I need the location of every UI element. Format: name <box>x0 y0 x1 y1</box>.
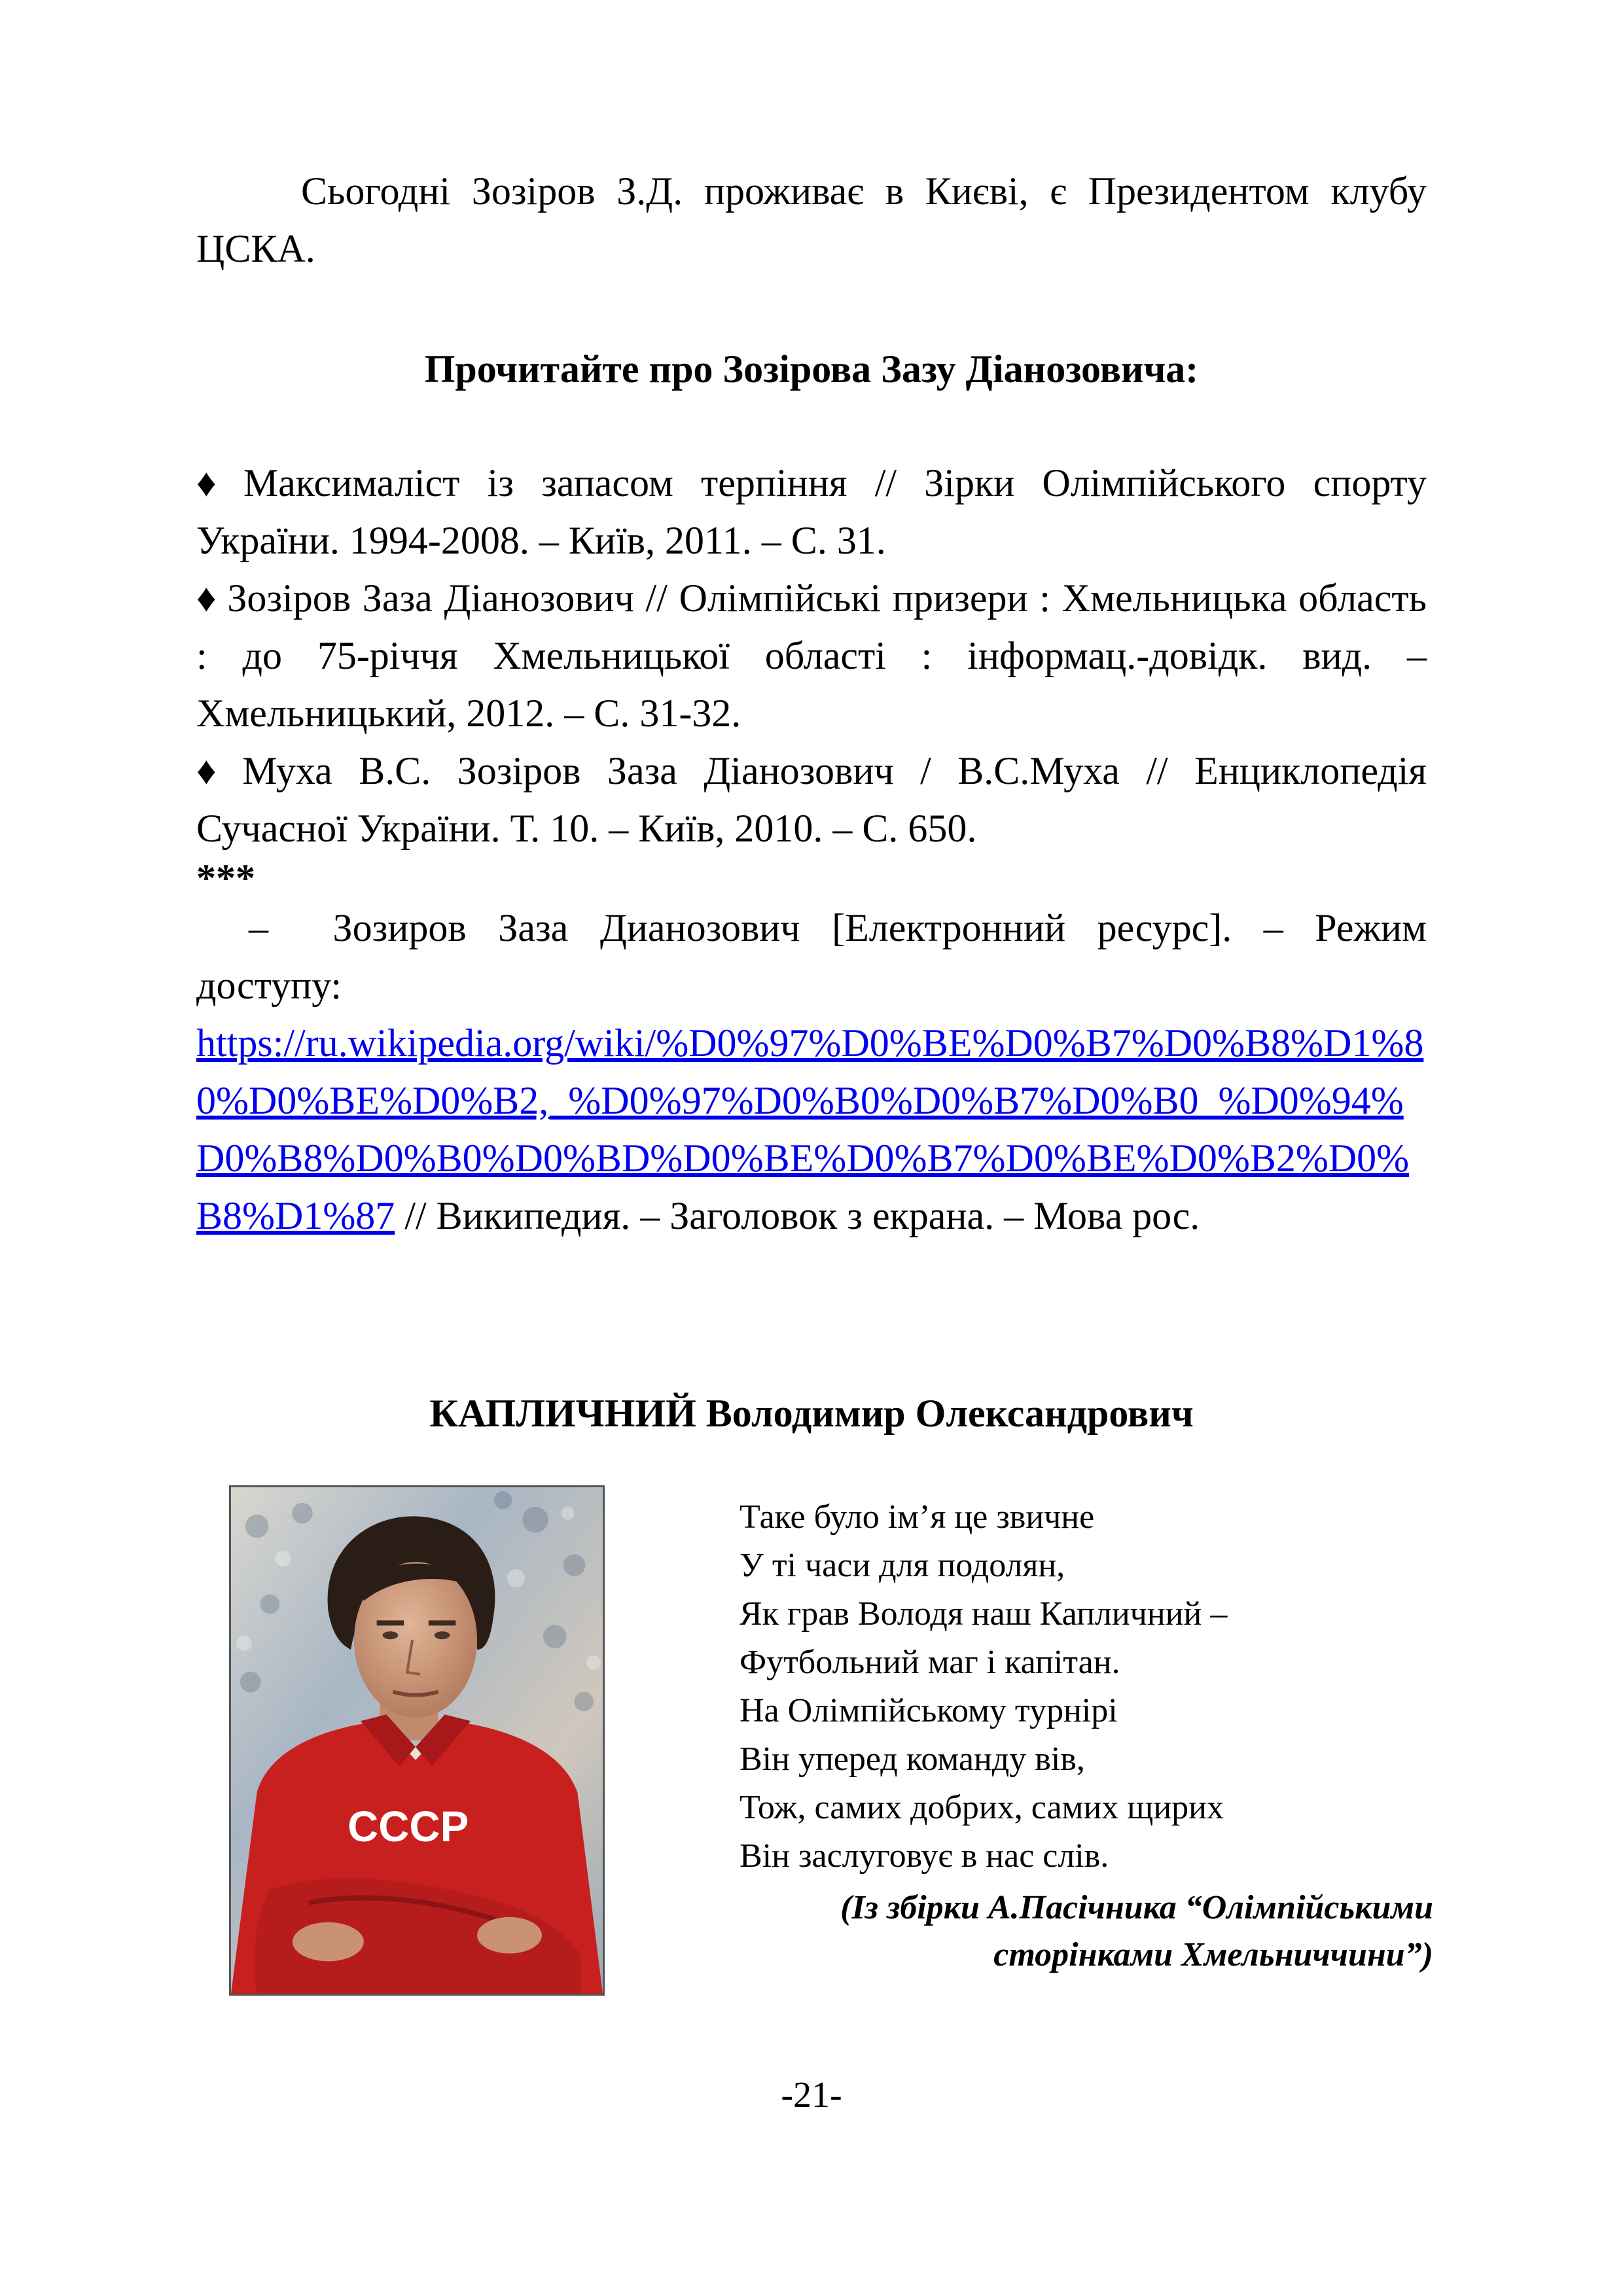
shirt-lettering: СССР <box>348 1802 469 1850</box>
diamond-bullet-icon: ♦ <box>196 749 234 792</box>
reference-text: Зозіров Заза Діанозович // Олімпійські призери : Хмельницька область : до 75-річчя Хмельницької області : інформац.-довідк. вид. – Хмельницький, 2012. – С. 31-32. <box>196 576 1427 735</box>
poem-line: Як грав Володя наш Капличний – <box>740 1595 1228 1633</box>
poem-line: Тож, самих добрих, самих щирих <box>740 1789 1224 1826</box>
poem-line: Футбольний маг і капітан. <box>740 1644 1120 1681</box>
player-photo-image <box>231 1487 603 1994</box>
poem-source-line: сторінками Хмельниччини”) <box>993 1936 1433 1973</box>
diamond-bullet-icon: ♦ <box>196 576 219 620</box>
page-number: -21- <box>781 2075 842 2115</box>
poem-line: На Олімпійському турнірі <box>740 1692 1118 1729</box>
dash-mark: – <box>249 906 268 949</box>
wikipedia-link[interactable]: https://ru.wikipedia.org/wiki/%D0%97%D0%BE%D0%B7%D0%B8%D1%80%D0%BE%D0%B2,_%D0%97%D0%B0%D0%B7%D0%B0_%D0%94%D0%B8%D0%B0%D0%BD%D0%BE%D0%B7%D0%BE%D0%B2%D0%B8%D1%87 <box>196 1021 1424 1237</box>
reference-item <box>196 742 1427 857</box>
read-about-heading: Прочитайте про Зозірова Зазу Діанозовича: <box>424 347 1199 391</box>
electronic-resource-text: Зозиров Заза Дианозович [Електронний ресурс]. – Режим доступу: <box>196 906 1427 1007</box>
poem-line: Таке було ім’я це звичне <box>740 1498 1095 1536</box>
diamond-bullet-icon: ♦ <box>196 461 234 504</box>
references-list <box>196 454 1427 1245</box>
electronic-resource-link-line <box>196 1014 1427 1245</box>
poem-line: У ті часи для подолян, <box>740 1547 1065 1584</box>
reference-item <box>196 454 1427 569</box>
electronic-resource <box>196 899 1427 1014</box>
reference-text: Муха В.С. Зозіров Заза Діанозович / В.С.Муха // Енциклопедія Сучасної України. Т. 10. – Київ, 2010. – С. 650. <box>196 749 1427 850</box>
intro-paragraph: Сьогодні Зозіров З.Д. проживає в Києві, є Президентом клубу ЦСКА. <box>196 169 1427 270</box>
person-heading: КАПЛИЧНИЙ Володимир Олександрович <box>429 1392 1194 1435</box>
reference-text: Максималіст із запасом терпіння // Зірки Олімпійського спорту України. 1994-2008. – Київ, 2011. – С. 31. <box>196 461 1427 562</box>
electronic-resource-suffix: // Википедия. – Заголовок з екрана. – Мова рос. <box>395 1194 1200 1237</box>
poem-source-line: (Із збірки А.Пасічника “Олімпійськими <box>840 1889 1433 1926</box>
poem-line: Він уперед команду вів, <box>740 1740 1085 1778</box>
poem-line: Він заслуговує в нас слів. <box>740 1837 1109 1875</box>
section-separator: *** <box>196 857 255 900</box>
player-photo <box>229 1485 605 1996</box>
poem-source <box>740 1884 1433 1979</box>
reference-item <box>196 569 1427 742</box>
poem <box>740 1493 1433 1881</box>
